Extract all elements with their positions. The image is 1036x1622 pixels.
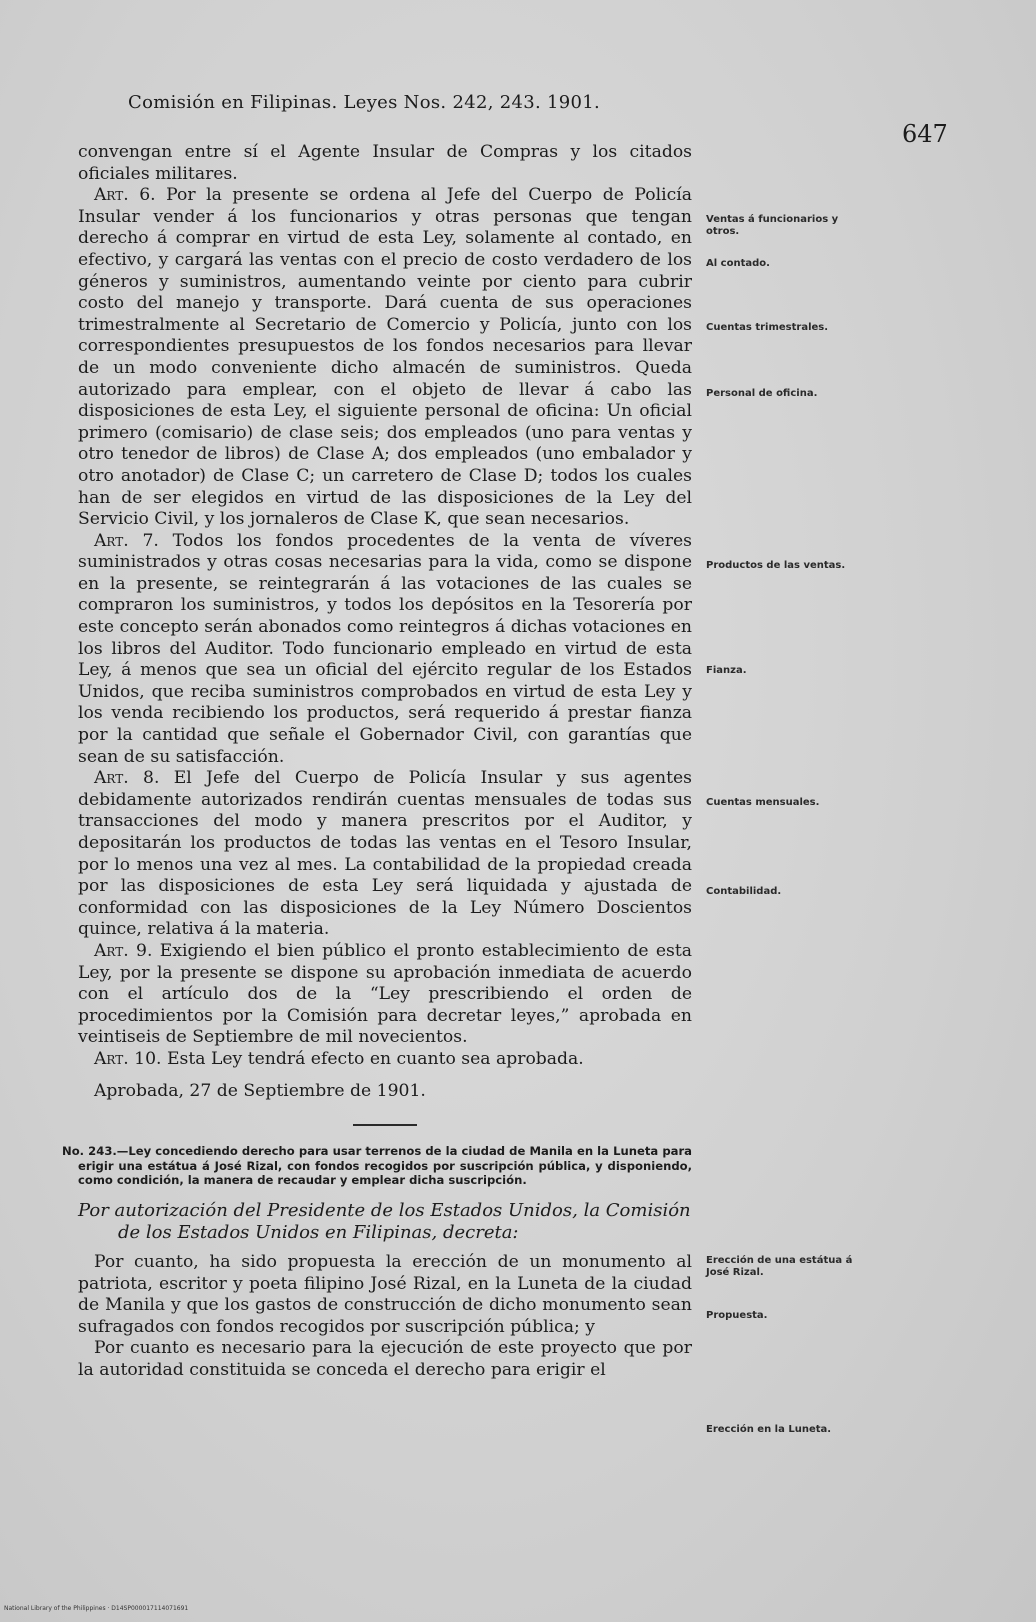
enacting-clause xyxy=(78,1200,692,1244)
running-header: Comisión en Filipinas. Leyes Nos. 242, 243. 1901. xyxy=(128,92,601,113)
article-text: Por la presente se ordena al Jefe del Cuerpo de Policía Insular vender á los funcionarios y otras personas que tengan derecho á comprar en virtud de esta Ley, solamente al contado, en efectivo, y cargará las ventas con el precio de costo verdadero de los géneros y suministros, aumentando veinte por ciento para cubrir costo del manejo y transporte. Dará cuenta de sus operaciones trimestralmente al Secretario de Comercio y Policía, junto con los correspondientes presupuestos de los fondos necesarios para llevar de un modo conveniente dicho almacén de suministros. Queda autorizado para emplear, con el objeto de llevar á cabo las disposiciones de esta Ley, el siguiente personal de oficina: Un oficial primero (comisario) de clase seis; dos empleados (uno para ventas y otro tenedor de libros) de Clase A; dos empleados (uno embalador y otro anotador) de Clase C; un carretero de Clase D; todos los cuales han de ser elegidos en virtud de las disposiciones de la Ley del Servicio Civil, y los jornaleros de Clase K, que sean necesarios. xyxy=(78,185,692,530)
margin-note: Productos de las ventas. xyxy=(706,560,846,571)
continuation-paragraph: convengan entre sí el Agente Insular de Compras y los citados oficiales militares. xyxy=(78,142,692,184)
enact-line-1: Por autorización del Presidente de los Estados Unidos, la Comisión xyxy=(78,1199,691,1221)
main-text xyxy=(62,142,692,1381)
margin-note: Erección en la Luneta. xyxy=(706,1424,832,1435)
article-label: Art. 8. xyxy=(94,768,160,789)
scan-credit: National Library of the Philippines · D14SP000017114071691 xyxy=(4,1605,189,1612)
article-9 xyxy=(78,941,692,1049)
margin-note: Fianza. xyxy=(706,665,747,676)
margin-note: Ventas á funcionarios y otros. xyxy=(706,214,839,237)
article-8 xyxy=(78,768,692,941)
article-label: Art. 6. xyxy=(94,185,156,206)
article-6 xyxy=(78,185,692,531)
article-7 xyxy=(78,531,692,769)
margin-note: Propuesta. xyxy=(706,1310,768,1321)
enact-line-2: de los Estados Unidos en Filipinas, decreta: xyxy=(118,1221,519,1243)
article-text: El Jefe del Cuerpo de Policía Insular y sus agentes debidamente autorizados rendirán cuentas mensuales de todas sus transacciones del modo y manera prescritos por el Auditor, y depositarán los productos de todas las ventas en el Tesoro Insular, por lo menos una vez al mes. La contabilidad de la propiedad creada por las disposiciones de esta Ley será liquidada y ajustada de conformidad con las disposiciones de la Ley Número Doscientos quince, relativa á la materia. xyxy=(78,768,692,940)
margin-note: Al contado. xyxy=(706,258,770,269)
section-divider xyxy=(353,1124,417,1126)
article-label: Art. 9. xyxy=(94,940,153,961)
article-text: Todos los fondos procedentes de la venta de víveres suministrados y otras cosas necesarias para la vida, como se dispone en la presente, se reintegrarán á las votaciones de las cuales se compraron los suministros, y todos los depósitos en la Tesorería por este concepto serán abonados como reintegros á dichas votaciones en los libros del Auditor. Todo funcionario empleado en virtud de esta Ley, á menos que sea un oficial del ejército regular de los Estados Unidos, que reciba suministros comprobados en virtud de esta Ley y los venda recibiendo los productos, será requerido á prestar fianza por la cantidad que señale el Gobernador Civil, con garantías que sean de su satisfacción. xyxy=(78,530,692,767)
article-text: Esta Ley tendrá efecto en cuanto sea aprobada. xyxy=(161,1048,584,1069)
margin-note: Cuentas mensuales. xyxy=(706,797,820,808)
whereas-1: Por cuanto, ha sido propuesta la erección de un monumento al patriota, escritor y poeta filipino José Rizal, en la Luneta de la ciudad de Manila y que los gastos de construcción de dicho monumento sean sufragados con fondos recogidos por suscripción pública; y xyxy=(78,1251,692,1337)
page-number: 647 xyxy=(902,120,948,148)
margin-note: Contabilidad. xyxy=(706,886,782,897)
approval-date: Aprobada, 27 de Septiembre de 1901. xyxy=(94,1080,426,1101)
article-10 xyxy=(78,1049,692,1071)
margin-note: Personal de oficina. xyxy=(706,388,818,399)
article-text: Exigiendo el bien público el pronto establecimiento de esta Ley, por la presente se dispone su aprobación inmediata de acuerdo con el artículo dos de la “Ley prescribiendo el orden de procedimientos por la Comisión para decretar leyes,” aprobada en veintiseis de Septiembre de mil novecientos. xyxy=(78,940,692,1048)
margin-note: Erección de una estátua á José Rizal. xyxy=(706,1255,853,1278)
whereas-2: Por cuanto es necesario para la ejecución de este proyecto que por la autoridad constituida se conceda el derecho para erigir el xyxy=(78,1338,692,1380)
law-243-title: No. 243.—Ley concediendo derecho para usar terrenos de la ciudad de Manila en la Luneta para erigir una estátua á José Rizal, con fondos recogidos por suscripción pública, y disponiendo, como condición, la manera de recaudar y emplear dicha suscripción. xyxy=(62,1144,692,1188)
article-label: Art. 10. xyxy=(94,1048,162,1069)
margin-note: Cuentas trimestrales. xyxy=(706,322,829,333)
article-label: Art. 7. xyxy=(94,530,159,551)
